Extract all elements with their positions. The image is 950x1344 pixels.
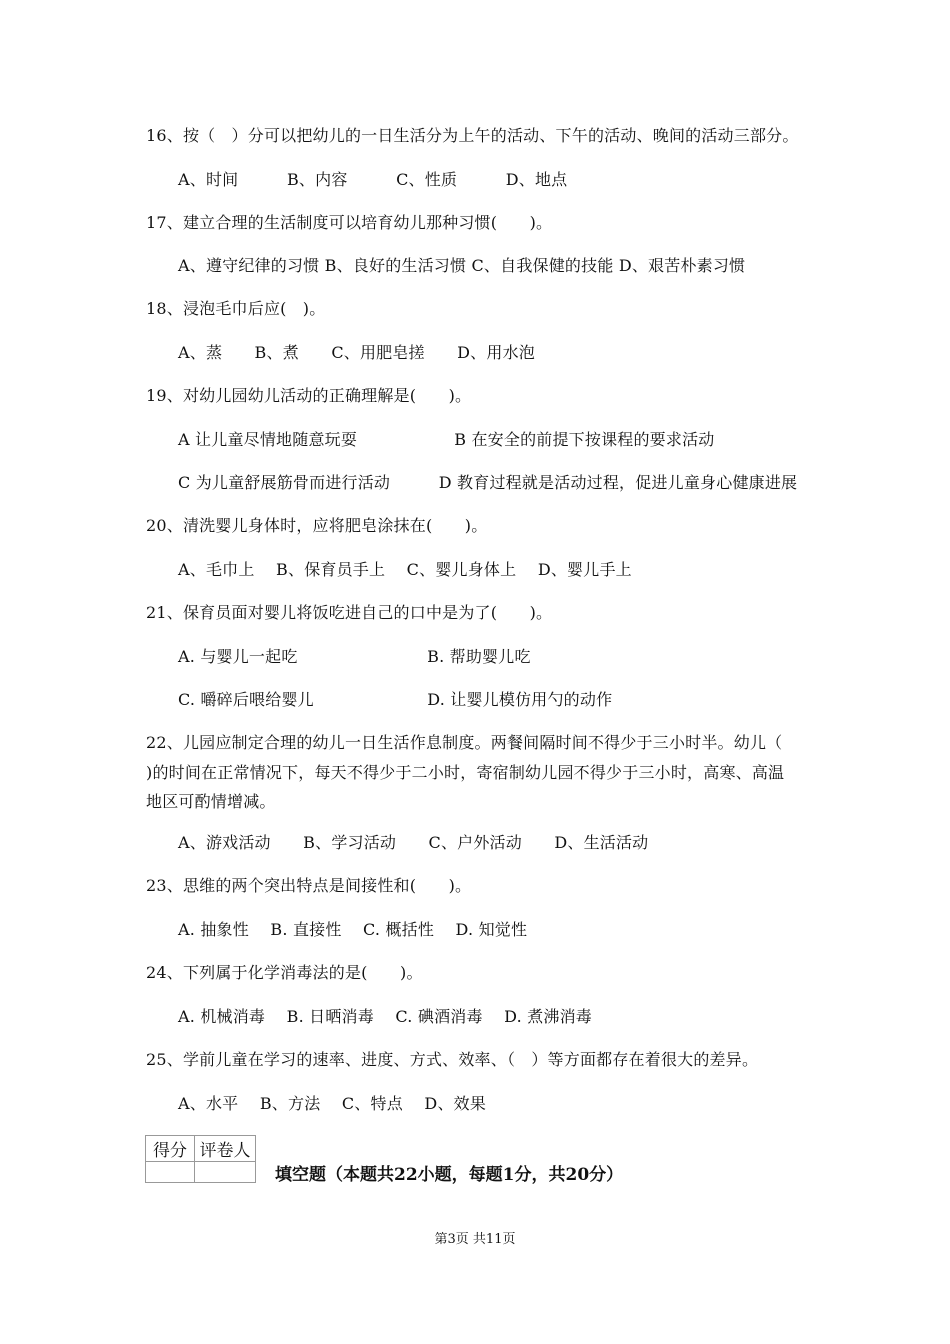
score-cell <box>146 1162 195 1183</box>
question-22-stem: 22、儿园应制定合理的幼儿一日生活作息制度。两餐间隔时间不得少于三小时半。幼儿（ <box>146 733 783 752</box>
reviewer-cell <box>195 1162 256 1183</box>
question-23-options: A. 抽象性 B. 直接性 C. 概括性 D. 知觉性 <box>178 920 528 939</box>
question-20-options: A、毛巾上 B、保育员手上 C、婴儿身体上 D、婴儿手上 <box>178 560 632 579</box>
question-21-options: C. 嚼碎后喂给婴儿 D. 让婴儿模仿用勺的动作 <box>178 690 613 709</box>
reviewer-label: 评卷人 <box>195 1136 256 1162</box>
question-24-options: A. 机械消毒 B. 日晒消毒 C. 碘酒消毒 D. 煮沸消毒 <box>178 1007 592 1026</box>
question-20-stem: 20、清洗婴儿身体时，应将肥皂涂抹在( )。 <box>146 516 488 535</box>
question-19-options: C 为儿童舒展筋骨而进行活动 D 教育过程就是活动过程，促进儿童身心健康进展 <box>178 473 798 492</box>
score-label: 得分 <box>146 1136 195 1162</box>
question-21-stem: 21、保育员面对婴儿将饭吃进自己的口中是为了( )。 <box>146 603 553 622</box>
question-22-stem-cont: 地区可酌情增减。 <box>146 792 276 811</box>
score-table <box>145 1135 256 1183</box>
question-21-options: A. 与婴儿一起吃 B. 帮助婴儿吃 <box>178 647 531 666</box>
question-22-stem-cont: )的时间在正常情况下，每天不得少于二小时，寄宿制幼儿园不得少于三小时，高寒、高温 <box>146 763 785 782</box>
question-17-stem: 17、建立合理的生活制度可以培育幼儿那种习惯( )。 <box>146 213 553 232</box>
section-title: 填空题（本题共22小题，每题1分，共20分） <box>275 1165 624 1185</box>
page-footer: 第3页 共11页 <box>434 1232 516 1247</box>
question-25-stem: 25、学前儿童在学习的速率、进度、方式、效率、（ ）等方面都存在着很大的差异。 <box>146 1050 759 1069</box>
question-18-stem: 18、浸泡毛巾后应( )。 <box>146 299 326 318</box>
question-22-options: A、游戏活动 B、学习活动 C、户外活动 D、生活活动 <box>178 833 649 852</box>
question-17-options: A、遵守纪律的习惯 B、良好的生活习惯 C、自我保健的技能 D、艰苦朴素习惯 <box>178 256 746 275</box>
question-25-options: A、水平 B、方法 C、特点 D、效果 <box>178 1094 487 1113</box>
question-23-stem: 23、思维的两个突出特点是间接性和( )。 <box>146 876 472 895</box>
question-19-stem: 19、对幼儿园幼儿活动的正确理解是( )。 <box>146 386 472 405</box>
question-24-stem: 24、下列属于化学消毒法的是( )。 <box>146 963 423 982</box>
question-16-stem: 16、按（ ）分可以把幼儿的一日生活分为上午的活动、下午的活动、晚间的活动三部分。 <box>146 126 799 145</box>
question-19-options: A 让儿童尽情地随意玩耍 B 在安全的前提下按课程的要求活动 <box>178 430 715 449</box>
question-18-options: A、蒸 B、煮 C、用肥皂搓 D、用水泡 <box>178 343 535 362</box>
question-16-options: A、时间 B、内容 C、性质 D、地点 <box>178 170 568 189</box>
